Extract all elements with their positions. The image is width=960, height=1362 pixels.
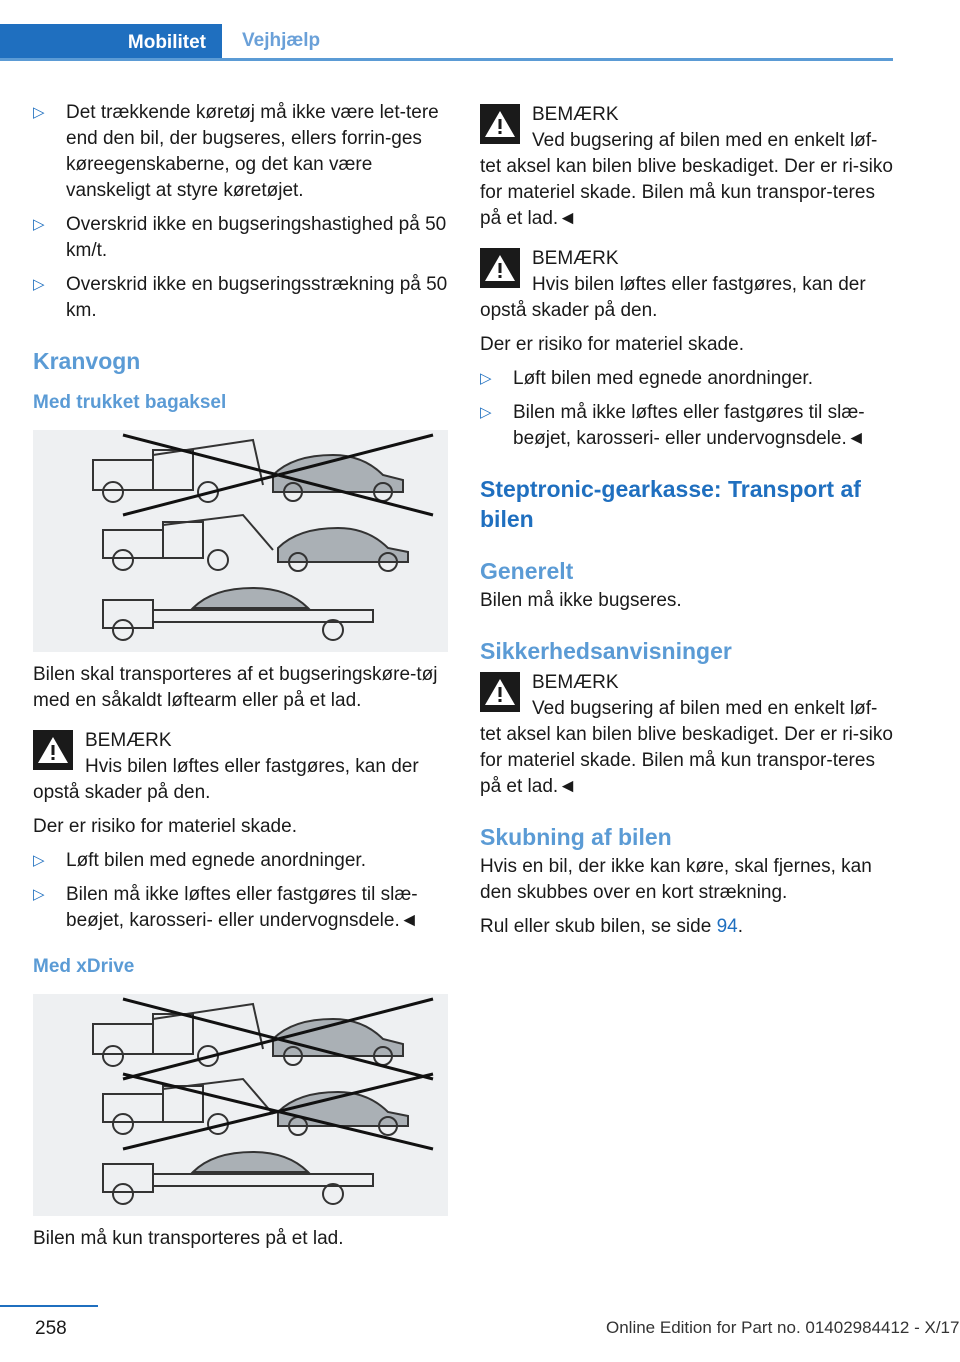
list-item-text: Løft bilen med egnede anordninger. <box>66 850 366 871</box>
heading-steptronic: Steptronic-gearkasse: Transport af bilen <box>480 476 861 532</box>
warning-title: BEMÆRK <box>532 672 619 693</box>
warning-text: Ved bugsering af bilen med en enkelt løf-tet aksel kan bilen blive beskadiget. Der er ri-siko for materiel skade. Bilen må kun transpor-teres på et lad.◄ <box>480 130 893 229</box>
towing-illustration-xdrive <box>33 994 448 1216</box>
subheading-xdrive: Med xDrive <box>33 956 135 977</box>
warning-title: BEMÆRK <box>532 248 619 269</box>
chapter-header <box>0 24 893 61</box>
list-item <box>33 882 449 934</box>
heading-skubning: Skubning af bilen <box>480 824 672 850</box>
list-item-text: Løft bilen med egnede anordninger. <box>513 368 813 389</box>
warning-icon <box>33 730 73 770</box>
list-item-text: Bilen må ikke løftes eller fastgøres til slæ-beøjet, karosseri- eller undervognsdele.◄ <box>66 884 419 931</box>
list-item <box>480 400 896 452</box>
warning-icon <box>480 672 520 712</box>
paragraph-risk: Der er risiko for materiel skade. <box>33 816 297 837</box>
list-item-text: Bilen må ikke løftes eller fastgøres til slæ-beøjet, karosseri- eller undervognsdele.◄ <box>513 402 866 449</box>
paragraph-skubning: Hvis en bil, der ikke kan køre, skal fjernes, kan den skubbes over en kort strækning. <box>480 856 872 903</box>
page-link-94[interactable]: 94 <box>716 916 738 937</box>
warning-box <box>480 102 896 232</box>
list-item-text: Overskrid ikke en bugseringshastighed på 50 km/t. <box>66 214 447 261</box>
paragraph-generelt: Bilen må ikke bugseres. <box>480 590 682 611</box>
triangle-bullet-icon: ▷ <box>33 216 45 233</box>
footer-rule <box>0 1305 98 1307</box>
warning-box <box>480 670 896 800</box>
right-column <box>480 100 896 948</box>
heading-sikkerhed: Sikkerhedsanvisninger <box>480 638 732 664</box>
triangle-bullet-icon: ▷ <box>33 104 45 121</box>
list-item <box>33 100 449 204</box>
rul-text: Rul eller skub bilen, se side <box>480 916 717 937</box>
left-column <box>33 100 449 1260</box>
paragraph-lad: Bilen må kun transporteres på et lad. <box>33 1228 344 1249</box>
triangle-bullet-icon: ▷ <box>33 276 45 293</box>
warning-text: Hvis bilen løftes eller fastgøres, kan der opstå skader på den. <box>480 274 866 321</box>
towing-illustration-bagaksel <box>33 430 448 652</box>
page-number: 258 <box>35 1318 67 1339</box>
warning-title: BEMÆRK <box>532 104 619 125</box>
triangle-bullet-icon: ▷ <box>33 886 45 903</box>
warning-text: Ved bugsering af bilen med en enkelt løf-tet aksel kan bilen blive beskadiget. Der er ri-siko for materiel skade. Bilen må kun transpor-teres på et lad.◄ <box>480 698 893 797</box>
warning-text: Hvis bilen løftes eller fastgøres, kan der opstå skader på den. <box>33 756 419 803</box>
warning-box <box>480 246 896 324</box>
list-item <box>33 272 449 324</box>
warning-icon <box>480 248 520 288</box>
list-item-text: Det trækkende køretøj må ikke være let-tere end den bil, der bugseres, ellers forrin-ges køreegenskaberne, og det kan være vanskeligt at styre køretøjet. <box>66 102 439 201</box>
warning-title: BEMÆRK <box>85 730 172 751</box>
heading-generelt: Generelt <box>480 558 574 584</box>
paragraph-risk: Der er risiko for materiel skade. <box>480 334 744 355</box>
list-item-text: Overskrid ikke en bugseringsstrækning på 50 km. <box>66 274 448 321</box>
subheading-bagaksel: Med trukket bagaksel <box>33 392 227 413</box>
list-item <box>33 212 449 264</box>
edition-note: Online Edition for Part no. 01402984412 - X/17 <box>606 1318 960 1337</box>
rul-end: . <box>737 916 743 937</box>
triangle-bullet-icon: ▷ <box>480 370 492 387</box>
list-item <box>33 848 449 874</box>
triangle-bullet-icon: ▷ <box>480 404 492 421</box>
list-item <box>480 366 896 392</box>
heading-kranvogn: Kranvogn <box>33 348 141 374</box>
tab-mobilitet[interactable]: Mobilitet <box>0 24 222 61</box>
triangle-bullet-icon: ▷ <box>33 852 45 869</box>
warning-icon <box>480 104 520 144</box>
tab-vejhjaelp[interactable]: Vejhjælp <box>242 30 321 51</box>
paragraph-transport: Bilen skal transporteres af et bugseringskøre-tøj med en såkaldt løftearm eller på et lad. <box>33 664 438 711</box>
header-rule <box>0 58 893 61</box>
paragraph-rul <box>480 914 896 940</box>
warning-box <box>33 728 449 806</box>
